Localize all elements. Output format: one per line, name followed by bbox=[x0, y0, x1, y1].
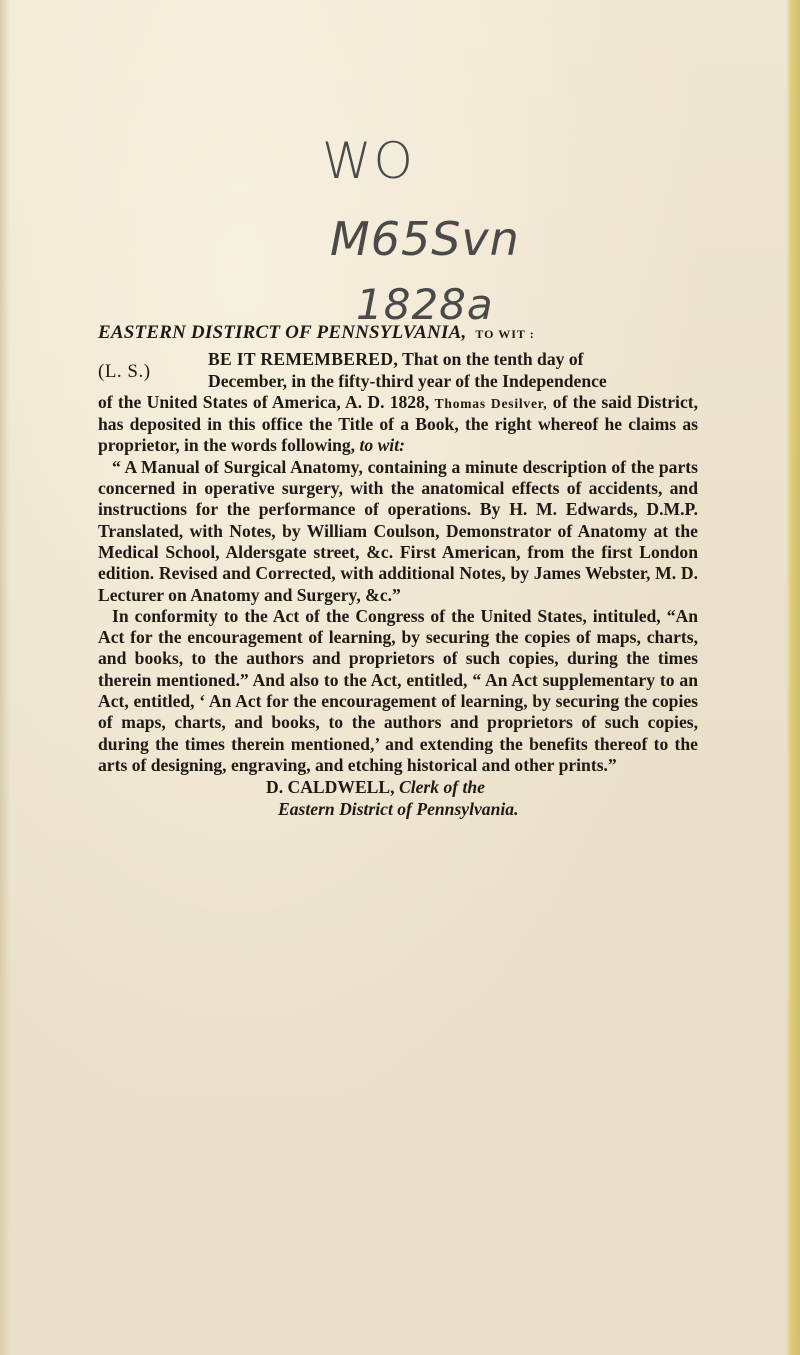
book-title-quote: “ A Manual of Surgical Anatomy, containing a minute description of the parts concerned in operative surgery, with the anatomical effects of accidents, and instructions for the performance of operations. By H. M. Edwards, D.M.P. Translated, with Notes, by William Coulson, Demonstrator of Anatomy at the Medical School, Aldersgate street, &c. First American, from the first London edition. Revised and Corrected, with additional Notes, by James Webster, M. D. Lecturer on Anatomy and Surgery, &c.” bbox=[98, 456, 698, 605]
conformity-paragraph: In conformity to the Act of the Congress of the United States, intituled, “An Act for the encouragement of learning, by securing the copies of maps, charts, and books, to the authors and proprietors of such copies, during the times therein mentioned.” And also to the Act, entitled, “ An Act supplementary to an Act, entitled, ‘ An Act for the encouragement of learning, by securing the copies of maps, charts, and books, to the authors and proprietors of such copies, during the times therein mentioned,’ and extending the benefits thereof to the arts of designing, engraving, and etching historical and other prints.” bbox=[98, 605, 698, 775]
deposit-text-2: of the said District, has deposited in this office the Title of a Book, the right whereof he claims as proprietor, in the words following, bbox=[98, 391, 699, 456]
handwritten-call-number-line-3: 1828a bbox=[356, 280, 494, 329]
opening-line-1 bbox=[98, 349, 698, 370]
clerk-title-1: Clerk of the bbox=[398, 777, 485, 798]
copyright-notice bbox=[98, 322, 698, 820]
seal-paragraph bbox=[98, 349, 698, 392]
page-edge-right bbox=[786, 0, 800, 1355]
clerk-signature bbox=[98, 777, 698, 798]
notice-heading bbox=[98, 322, 698, 345]
deposit-paragraph bbox=[98, 392, 698, 457]
to-wit: to wit: bbox=[359, 435, 405, 456]
opening-rest: That on the tenth day of bbox=[402, 349, 584, 370]
opening-line-2: December, in the fifty-third year of the Independence bbox=[208, 370, 607, 391]
proprietor-name: Thomas Desilver, bbox=[434, 395, 548, 411]
deposit-text-1: of the United States of America, A. D. 1828, bbox=[98, 391, 430, 412]
seal-mark: (L. S.) bbox=[98, 361, 151, 383]
heading-to-wit: TO WIT : bbox=[475, 327, 535, 341]
handwritten-call-number-line-1: WO bbox=[322, 132, 415, 190]
clerk-name: D. CALDWELL, bbox=[266, 777, 395, 798]
clerk-title-2: Eastern District of Pennsylvania. bbox=[278, 798, 519, 819]
handwritten-call-number-line-2: M65Svn bbox=[330, 212, 520, 266]
be-it-remembered: BE IT REMEMBERED, bbox=[208, 349, 399, 370]
page-edge-left bbox=[0, 0, 10, 1355]
district-heading: EASTERN DISTIRCT OF PENNSYLVANIA, bbox=[98, 322, 467, 343]
